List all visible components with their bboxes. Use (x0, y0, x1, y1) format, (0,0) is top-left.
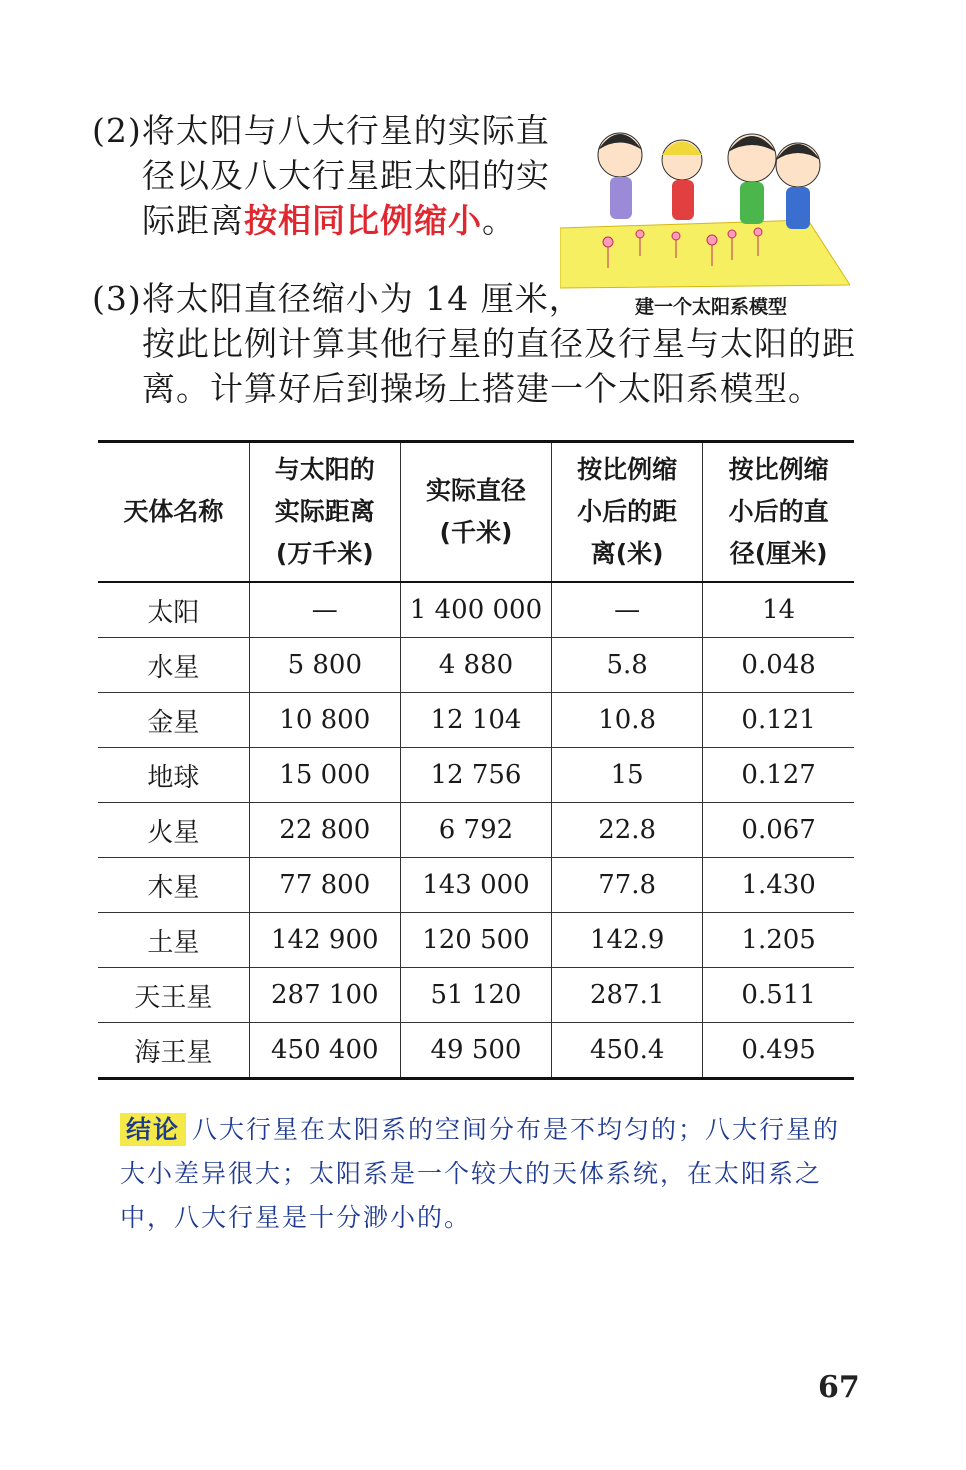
table-cell: 51 120 (400, 968, 551, 1023)
table-cell: 12 104 (400, 693, 551, 748)
step-2 (92, 108, 552, 243)
column-header-line: 按比例缩 (577, 455, 678, 484)
table-cell: 77.8 (552, 858, 703, 913)
table-cell: 6 792 (400, 803, 551, 858)
column-header-4 (703, 442, 854, 583)
table-cell: 287.1 (552, 968, 703, 1023)
conclusion (120, 1108, 850, 1240)
table-row (98, 582, 854, 638)
table-row (98, 913, 854, 968)
table-cell: 1.430 (703, 858, 854, 913)
column-header-line: 实际直径 (425, 476, 526, 505)
table-cell: — (249, 582, 400, 638)
table-cell: 14 (703, 582, 854, 638)
table-cell: 0.048 (703, 638, 854, 693)
table-cell: 0.067 (703, 803, 854, 858)
column-header-line: (千米) (439, 518, 513, 547)
column-header-line: (万千米) (275, 539, 374, 568)
step-3 (92, 276, 872, 411)
table-cell: 5.8 (552, 638, 703, 693)
column-header-line: 与太阳的 (274, 455, 375, 484)
table-row (98, 858, 854, 913)
table-cell: 0.495 (703, 1023, 854, 1079)
column-header-line: 天体名称 (123, 497, 224, 526)
table-cell: 77 800 (249, 858, 400, 913)
table-row (98, 693, 854, 748)
planet-scale-table (98, 440, 854, 1080)
table-cell: 142.9 (552, 913, 703, 968)
table-header-row (98, 442, 854, 583)
step-2-line-2: 径以及八大行星距太阳的实 (142, 156, 550, 195)
celestial-body-name: 木星 (98, 858, 249, 913)
table-cell: 10 800 (249, 693, 400, 748)
column-header-line: 实际距离 (274, 497, 375, 526)
table-cell: 10.8 (552, 693, 703, 748)
table-cell: 5 800 (249, 638, 400, 693)
celestial-body-name: 太阳 (98, 582, 249, 638)
table-row (98, 748, 854, 803)
step-2-end: 。 (482, 201, 516, 240)
column-header-0 (98, 442, 249, 583)
conclusion-text: 八大行星在太阳系的空间分布是不均匀的；八大行星的大小差异很大；太阳系是一个较大的天体系统，在太阳系之中，八大行星是十分渺小的。 (120, 1115, 841, 1232)
step-2-line-3 (92, 198, 552, 243)
step-2-line-1: (2)将太阳与八大行星的实际直 (92, 111, 550, 150)
celestial-body-name: 天王星 (98, 968, 249, 1023)
table-cell: 22.8 (552, 803, 703, 858)
table-cell: 12 756 (400, 748, 551, 803)
column-header-2 (400, 442, 551, 583)
table-row (98, 1023, 854, 1079)
step-3-line-2: 按此比例计算其他行星的直径及行星与太阳的距 (142, 324, 856, 363)
column-header-line: 按比例缩 (728, 455, 829, 484)
table-cell: 1.205 (703, 913, 854, 968)
celestial-body-name: 金星 (98, 693, 249, 748)
column-header-line: 小后的直 (728, 497, 829, 526)
column-header-line: 离(米) (590, 539, 664, 568)
step-3-line-1: (3)将太阳直径缩小为 14 厘米， (92, 279, 583, 318)
table-row (98, 803, 854, 858)
table-cell: 287 100 (249, 968, 400, 1023)
table-cell: 49 500 (400, 1023, 551, 1079)
column-header-3 (552, 442, 703, 583)
table-cell: 450.4 (552, 1023, 703, 1079)
step-2-text: 际距离 (142, 201, 244, 240)
conclusion-label: 结论 (120, 1113, 186, 1146)
table-cell: 4 880 (400, 638, 551, 693)
table-cell: 1 400 000 (400, 582, 551, 638)
table-cell: 120 500 (400, 913, 551, 968)
step-3-line-3: 离。计算好后到操场上搭建一个太阳系模型。 (142, 369, 822, 408)
table-row (98, 968, 854, 1023)
table-cell: 450 400 (249, 1023, 400, 1079)
table-row (98, 638, 854, 693)
illustration-caption: 建一个太阳系模型 (634, 296, 787, 318)
column-header-1 (249, 442, 400, 583)
celestial-body-name: 火星 (98, 803, 249, 858)
table-body (98, 582, 854, 1079)
table-cell: 0.127 (703, 748, 854, 803)
column-header-line: 径(厘米) (729, 539, 828, 568)
table-cell: 22 800 (249, 803, 400, 858)
children-figures (598, 133, 820, 229)
column-header-line: 小后的距 (577, 497, 678, 526)
table-cell: 0.511 (703, 968, 854, 1023)
table-cell: 0.121 (703, 693, 854, 748)
table-cell: 15 000 (249, 748, 400, 803)
step-2-highlight: 按相同比例缩小 (244, 201, 482, 240)
celestial-body-name: 海王星 (98, 1023, 249, 1079)
table-cell: — (552, 582, 703, 638)
solar-system-model-illustration (560, 110, 850, 290)
table-cell: 142 900 (249, 913, 400, 968)
celestial-body-name: 水星 (98, 638, 249, 693)
table-cell: 15 (552, 748, 703, 803)
table-cell: 143 000 (400, 858, 551, 913)
page-number: 67 (818, 1370, 860, 1405)
celestial-body-name: 地球 (98, 748, 249, 803)
celestial-body-name: 土星 (98, 913, 249, 968)
